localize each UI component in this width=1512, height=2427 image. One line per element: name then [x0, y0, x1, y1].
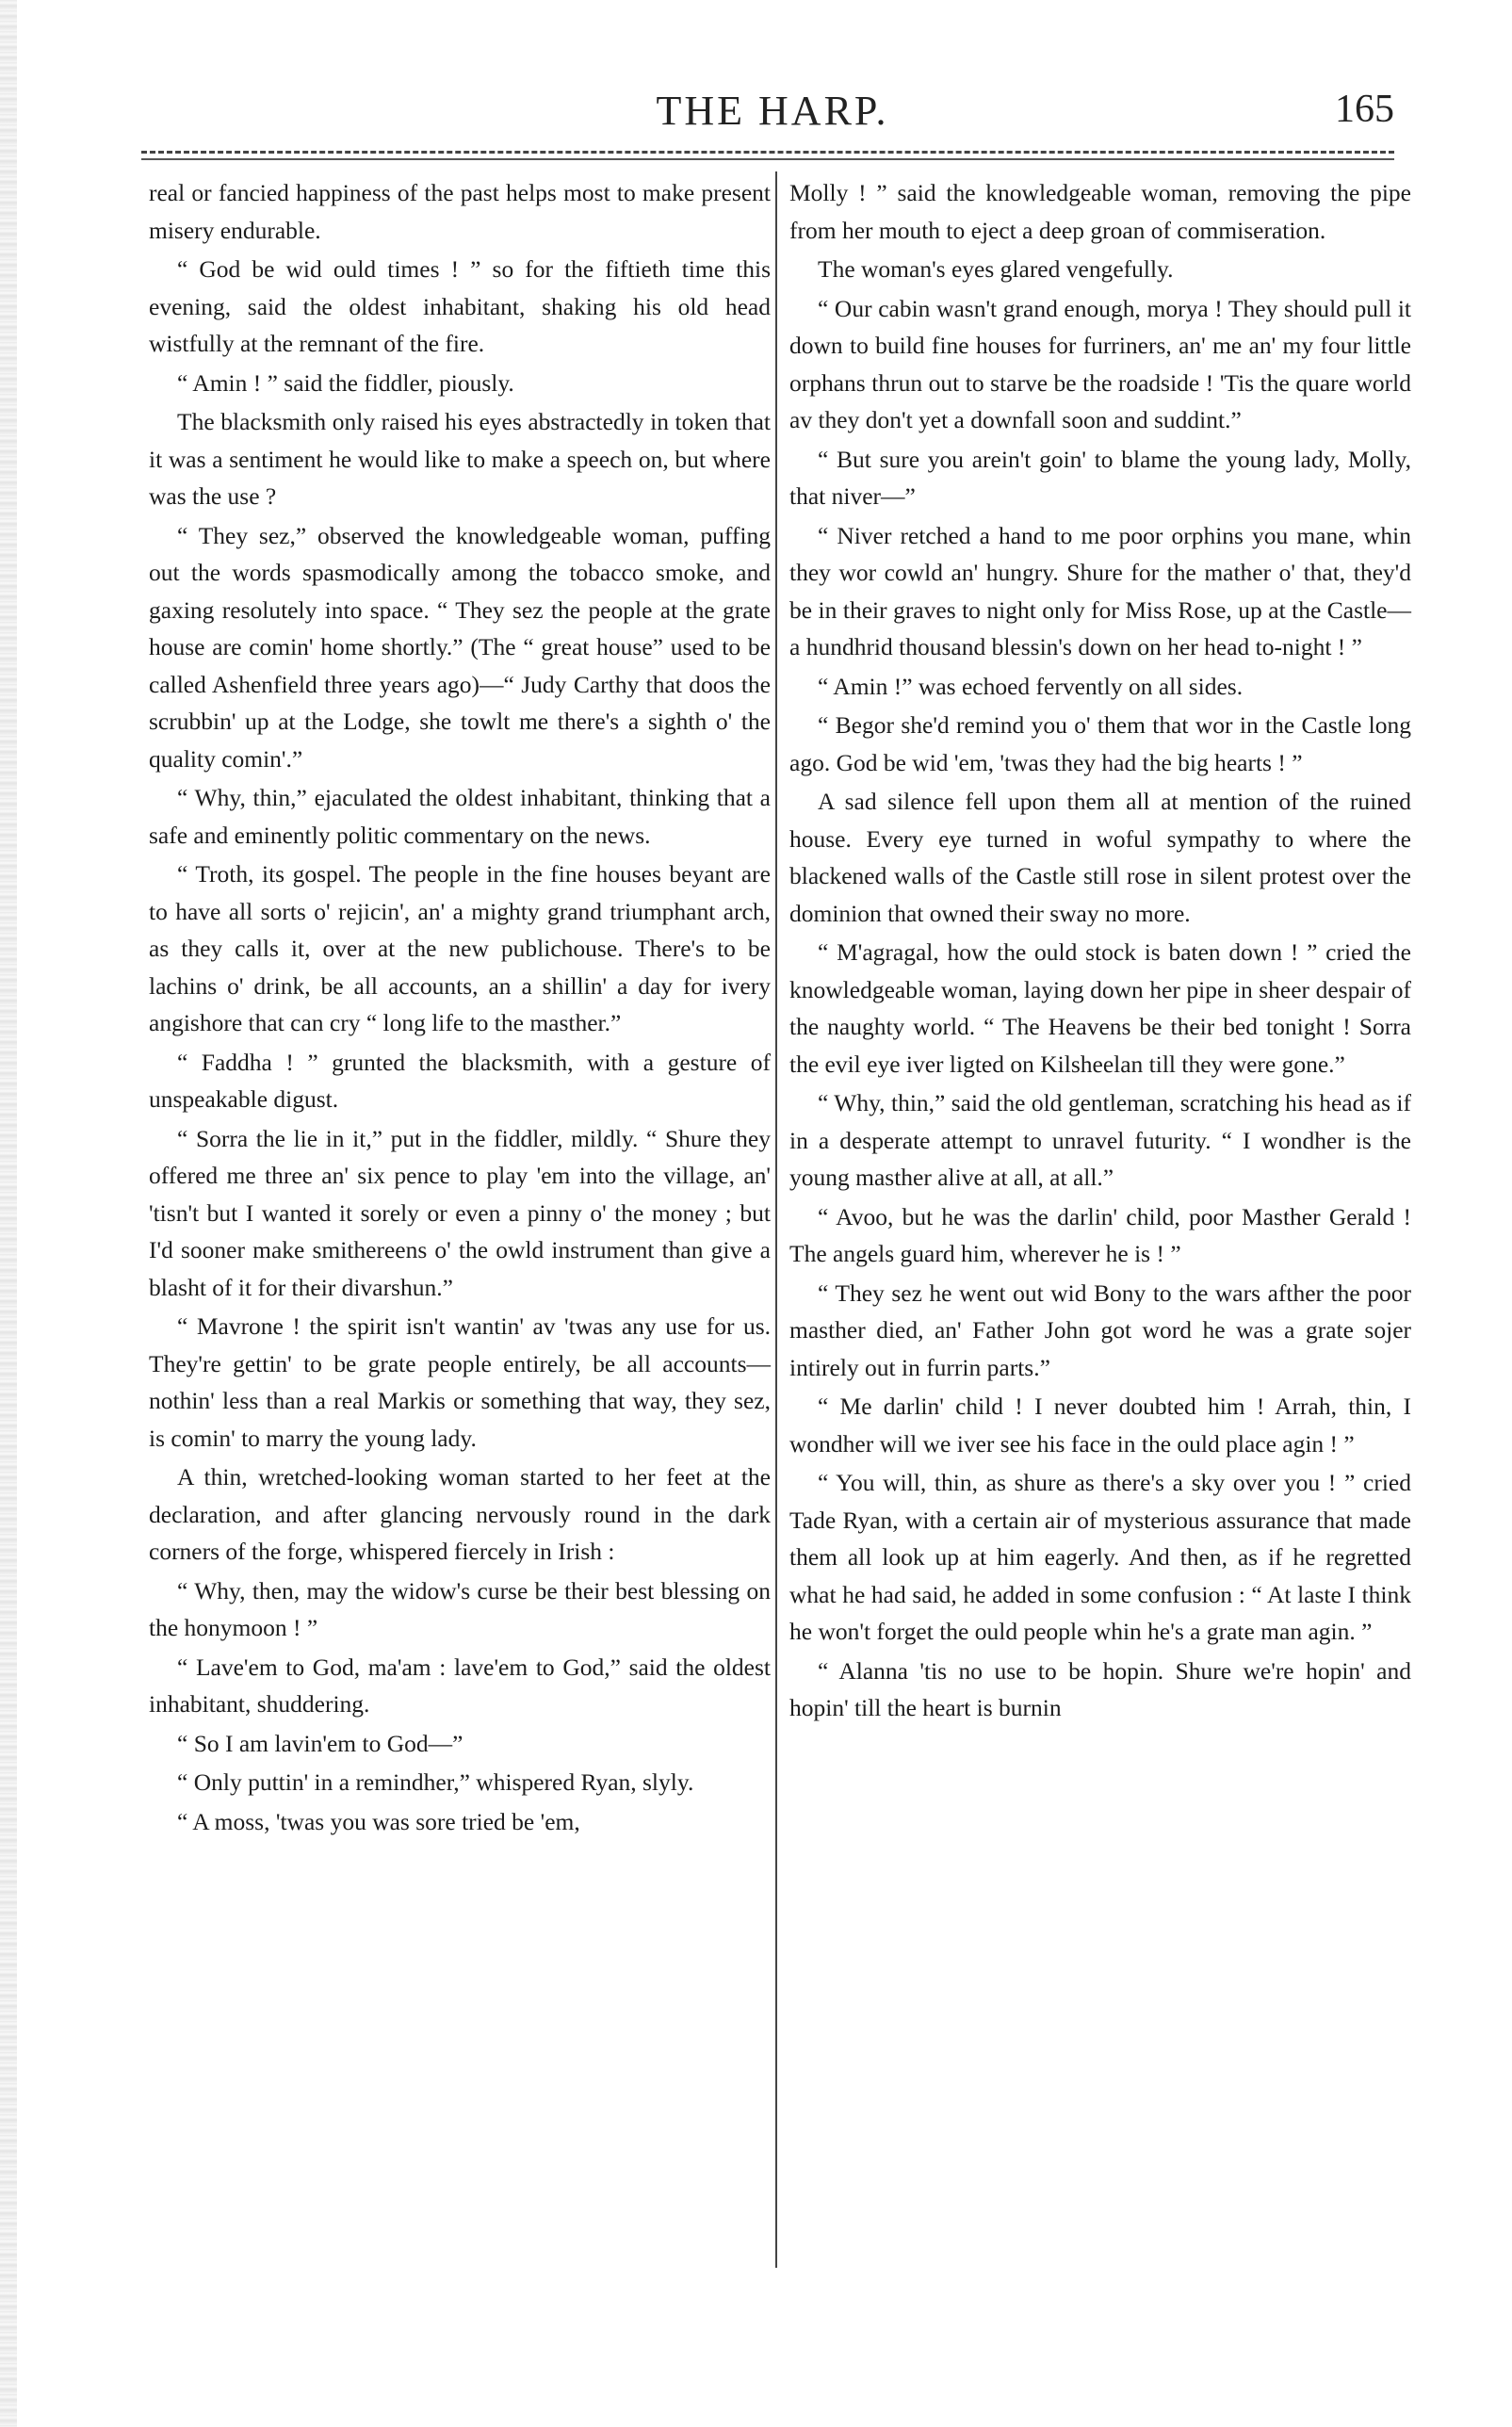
paragraph: “ Amin !” was echoed fervently on all sides. [818, 672, 1244, 700]
binding-edge [0, 0, 17, 2427]
page-number: 165 [1335, 88, 1394, 131]
paragraph: “ Faddha ! ” grunted the blacksmith, with a gesture of unspeakable digust. [149, 1048, 771, 1113]
page-header [151, 87, 1394, 143]
paragraph: “ Avoo, but he was the darlin' child, poor Masther Gerald ! The angels guard him, wherever he is ! ” [789, 1202, 1411, 1267]
paragraph: “ M'agragal, how the ould stock is baten down ! ” cried the knowledgeable woman, laying down her pipe in sheer despair of the naughty world. “ The Heavens be their bed tonight ! Sorra the evil eye iver ligted on Kilsheelan till they were gone.” [789, 938, 1411, 1078]
paragraph: “ Mavrone ! the spirit isn't wantin' av 'twas any use for us. They're gettin' to be grate people entirely, be all accounts—nothin' less than a real Markis or something that way, they sez, is comin' to marry the young lady. [149, 1312, 771, 1452]
paragraph: “ Lave'em to God, ma'am : lave'em to God,” said the oldest inhabitant, shuddering. [149, 1653, 771, 1718]
paragraph: A sad silence fell upon them all at mention of the ruined house. Every eye turned in woful sympathy to where the blackened walls of the Castle still rose in silent protest over the dominion that owned their sway no more. [789, 788, 1411, 927]
paragraph: “ Why, thin,” said the old gentleman, scratching his head as if in a desperate attempt to unravel futurity. “ I wondher is the young masther alive at all, at all.” [789, 1089, 1411, 1191]
paragraph: “ God be wid ould times ! ” so for the fiftieth time this evening, said the oldest inhabitant, shaking his old head wistfully at the remnant of the fire. [149, 255, 771, 357]
header-rule-dashed [141, 151, 1394, 154]
paragraph: “ So I am lavin'em to God—” [177, 1729, 463, 1757]
paragraph: “ Me darlin' child ! I never doubted him ! Arrah, thin, I wondher will we iver see his face in the ould place agin ! ” [789, 1393, 1411, 1458]
paragraph: “ They sez,” observed the knowledgeable woman, puffing out the words spasmodically among the tobacco smoke, and gaxing resolutely into space. “ They sez the people at the grate house are comin' home shortly.” (The “ great house” used to be called Ashenfield three years ago)—“ Judy Carthy that doos the scrubbin' up at the Lodge, she towlt me there's a sighth o' the quality comin'.” [149, 521, 771, 773]
paragraph: “ Niver retched a hand to me poor orphins you mane, whin they wor cowld an' hungry. Shure for the mather o' that, they'd be in their graves to night only for Miss Rose, up at the Castle—a hundhrid thousand blessin's down on her head to-night ! ” [789, 521, 1411, 660]
paragraph: A thin, wretched-looking woman started to her feet at the declaration, and after glancing nervously round in the dark corners of the forge, whispered fiercely in Irish : [149, 1463, 771, 1565]
paragraph: “ Only puttin' in a remindher,” whispered Ryan, slyly. [177, 1768, 694, 1796]
running-title: THE HARP. [656, 88, 889, 134]
paragraph: “ Amin ! ” said the fiddler, piously. [177, 368, 514, 397]
paragraph: The woman's eyes glared vengefully. [818, 255, 1174, 283]
column-divider [775, 171, 777, 2268]
paragraph: “ Begor she'd remind you o' them that wor in the Castle long ago. God be wid 'em, 'twas they had the big hearts ! ” [789, 711, 1411, 776]
paragraph: “ Troth, its gospel. The people in the fine houses beyant are to have all sorts o' rejicin', an' a mighty grand triumphant arch, as they calls it, over at the new publichouse. There's to be lachins o' drink, be all accounts, an a shillin' a day for ivery angishore that can cry “ long life to the masther.” [149, 860, 771, 1036]
left-column [149, 174, 771, 1842]
paragraph: Molly ! ” said the knowledgeable woman, removing the pipe from her mouth to eject a deep groan of commiseration. [789, 179, 1411, 244]
paragraph: “ A moss, 'twas you was sore tried be 'em, [177, 1807, 580, 1835]
paragraph: “ Why, then, may the widow's curse be their best blessing on the honymoon ! ” [149, 1576, 771, 1641]
paragraph: “ They sez he went out wid Bony to the wars afther the poor masther died, an' Father John got word he was a grate sojer intirely out in furrin parts.” [789, 1279, 1411, 1381]
paragraph: real or fancied happiness of the past helps most to make present misery endurable. [149, 179, 771, 244]
paragraph: “ You will, thin, as shure as there's a sky over you ! ” cried Tade Ryan, with a certain air of mysterious assurance that made them all look up at him eagerly. And then, as if he regretted what he had said, he added in some confusion : “ At laste I think he won't forget the ould people whin he's a grate man agin. ” [789, 1469, 1411, 1645]
header-rule-solid [141, 158, 1394, 160]
paragraph: “ Why, thin,” ejaculated the oldest inhabitant, thinking that a safe and eminently politic commentary on the news. [149, 784, 771, 849]
paragraph: “ Our cabin wasn't grand enough, morya ! They should pull it down to build fine houses for furriners, an' me an' my four little orphans thrun out to starve be the roadside ! 'Tis the quare world av they don't yet a downfall soon and suddint.” [789, 294, 1411, 433]
paragraph: “ But sure you arein't goin' to blame the young lady, Molly, that niver—” [789, 445, 1411, 510]
paragraph: “ Alanna 'tis no use to be hopin. Shure we're hopin' and hopin' till the heart is burnin [789, 1656, 1411, 1721]
paragraph: “ Sorra the lie in it,” put in the fiddler, mildly. “ Shure they offered me three an' six pence to play 'em into the village, an' 'tisn't but I wanted it sorely or even a pinny o' the money ; but I'd sooner make smithereens o' the owld instrument than give a blasht of it for their divarshun.” [149, 1124, 771, 1301]
right-column [789, 174, 1411, 1729]
paragraph: The blacksmith only raised his eyes abstractedly in token that it was a sentiment he would like to make a speech on, but where was the use ? [149, 408, 771, 510]
